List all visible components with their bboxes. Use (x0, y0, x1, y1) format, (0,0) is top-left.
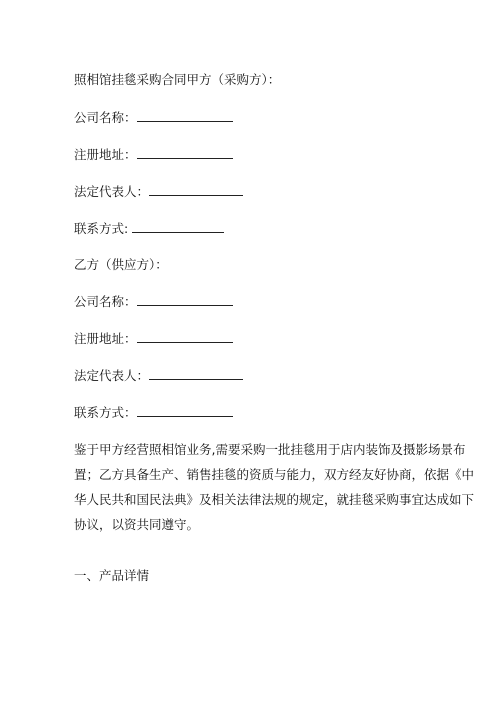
preamble-line: 置；乙方具备生产、销售挂毯的资质与能力，双方经友好协商，依据《中 (74, 467, 475, 482)
party-b-rep-blank (149, 368, 243, 380)
party-b-contact-label: 联系方式： (74, 405, 137, 420)
party-a-rep-label: 法定代表人： (74, 184, 150, 199)
preamble-paragraph (74, 437, 475, 537)
party-a-company-blank (137, 110, 233, 122)
party-a-contact-label: 联系方式: (74, 221, 129, 236)
party-b-contact-blank (137, 405, 233, 417)
section-1-heading: 一、产品详情 (74, 568, 150, 583)
party-b-contact-field (74, 405, 233, 421)
contract-title: 照相馆挂毯采购合同甲方（采购方）： (74, 72, 281, 87)
party-b-address-field (74, 331, 233, 347)
preamble-line: 鉴于甲方经营照相馆业务,需要采购一批挂毯用于店内装饰及摄影场景布 (74, 442, 466, 457)
party-a-address-label: 注册地址： (74, 147, 137, 162)
preamble-line: 协议，以资共同遵守。 (74, 517, 200, 532)
party-b-rep-label: 法定代表人： (74, 368, 150, 383)
preamble-line: 华人民共和国民法典》及相关法律法规的规定，就挂毯采购事宜达成如下 (74, 492, 475, 507)
party-b-company-label: 公司名称： (74, 294, 137, 309)
party-b-address-label: 注册地址： (74, 331, 137, 346)
party-a-address-blank (137, 147, 233, 159)
party-b-heading: 乙方（供应方）： (74, 257, 168, 272)
party-b-company-blank (137, 294, 233, 306)
party-a-contact-field (74, 221, 224, 237)
party-b-rep-field (74, 368, 243, 384)
party-a-rep-blank (149, 184, 243, 196)
party-a-company-label: 公司名称： (74, 110, 137, 125)
party-b-company-field (74, 294, 233, 310)
party-b-address-blank (137, 331, 233, 343)
party-a-company-field (74, 110, 233, 126)
party-a-rep-field (74, 184, 243, 200)
party-a-address-field (74, 147, 233, 163)
party-a-contact-blank (132, 221, 224, 233)
